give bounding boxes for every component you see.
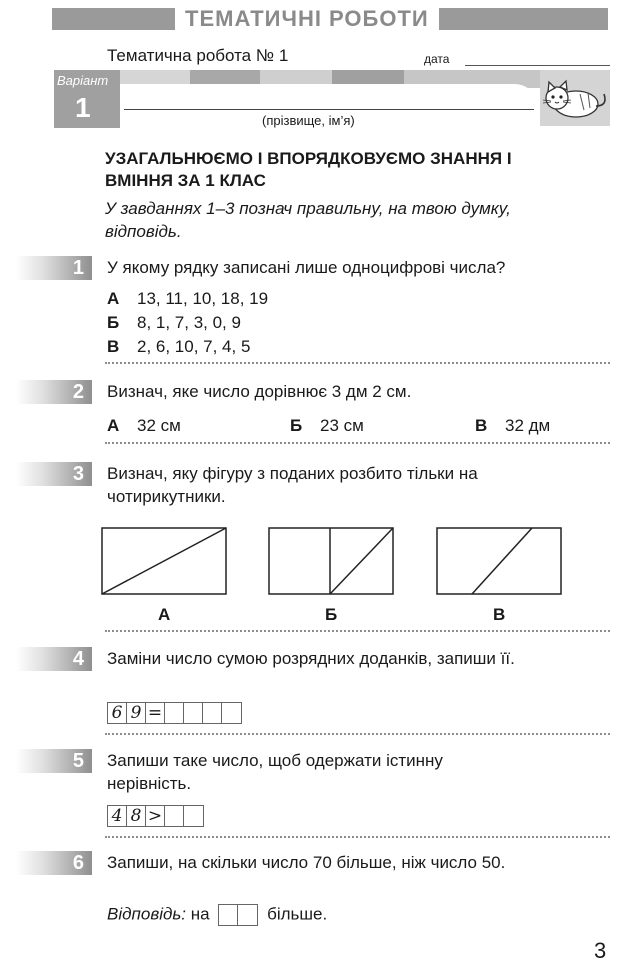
answer-box[interactable] — [218, 904, 258, 926]
variant-label: Варіант — [57, 73, 109, 88]
figure-label: А — [158, 605, 171, 624]
answer-option[interactable] — [107, 312, 241, 334]
task-number: 1 — [72, 257, 84, 279]
option-value: 2, 6, 10, 7, 4, 5 — [137, 337, 251, 356]
option-letter: Б — [107, 313, 120, 332]
answer-prefix: на — [190, 904, 210, 924]
option-value: 8, 1, 7, 3, 0, 9 — [137, 313, 241, 332]
option-value: 32 дм — [505, 416, 551, 435]
answer-option[interactable] — [475, 415, 550, 437]
task-number-tab — [16, 462, 92, 486]
task-question: У якому рядку записані лише одноцифрові числа? — [107, 258, 506, 277]
task-number: 2 — [72, 381, 84, 403]
task-question: Запиши, на скільки число 70 більше, ніж число 50. — [107, 853, 506, 872]
task-number: 6 — [72, 852, 84, 874]
page-header-title: ТЕМАТИЧНІ РОБОТИ — [175, 4, 439, 34]
answer-option[interactable] — [290, 415, 364, 437]
page-number: 3 — [594, 938, 607, 963]
task-number-tab — [16, 380, 92, 404]
task-number-tab — [16, 749, 92, 773]
option-value: 32 см — [137, 416, 181, 435]
grid-cell[interactable] — [165, 806, 184, 826]
variant-number: 1 — [75, 92, 91, 123]
grid-cell[interactable] — [203, 703, 222, 723]
figure-v[interactable] — [436, 527, 562, 595]
answer-grid[interactable] — [107, 702, 242, 724]
option-value: 13, 11, 10, 18, 19 — [137, 289, 269, 308]
task-question: Заміни число сумою розрядних доданків, запиши її. — [107, 649, 515, 668]
grid-cell: 9 — [127, 703, 146, 723]
answer-option[interactable] — [107, 415, 181, 437]
option-letter: А — [107, 289, 120, 308]
grid-cell[interactable] — [184, 806, 203, 826]
answer-line — [107, 904, 327, 926]
dotted-divider — [105, 630, 610, 632]
task-number-tab — [16, 256, 92, 280]
task-question: Запиши таке число, щоб одержати істинну нерівність. — [107, 751, 443, 793]
section-heading: УЗАГАЛЬНЮЄМО І ВПОРЯДКОВУЄМО ЗНАННЯ І ВМІННЯ ЗА 1 КЛАС — [105, 149, 512, 190]
grid-cell: > — [146, 806, 165, 826]
date-label: дата — [424, 52, 450, 66]
option-letter: Б — [290, 416, 303, 435]
dotted-divider — [105, 362, 610, 364]
option-letter: В — [107, 337, 120, 356]
figure-label: В — [493, 605, 506, 624]
task-number-tab — [16, 851, 92, 875]
answer-option[interactable] — [107, 288, 268, 310]
cat-icon — [540, 70, 610, 126]
answer-suffix: більше. — [267, 904, 328, 924]
grid-cell[interactable] — [165, 703, 184, 723]
option-value: 23 см — [320, 416, 364, 435]
answer-option[interactable] — [107, 336, 250, 358]
task-question: Визнач, яке число дорівнює 3 дм 2 см. — [107, 382, 412, 401]
task-number: 5 — [72, 750, 84, 772]
grid-cell: 8 — [127, 806, 146, 826]
figure-a[interactable] — [101, 527, 227, 595]
answer-label: Відповідь: — [107, 904, 187, 924]
date-field[interactable] — [465, 65, 610, 66]
name-field[interactable] — [124, 109, 534, 110]
name-caption: (прізвище, ім’я) — [262, 113, 355, 128]
work-title: Тематична робота № 1 — [107, 46, 289, 65]
dotted-divider — [105, 442, 610, 444]
task-question: Визнач, яку фігуру з поданих розбито тільки на чотирикутники. — [107, 464, 478, 506]
dotted-divider — [105, 733, 610, 735]
grid-cell: = — [146, 703, 165, 723]
option-letter: В — [475, 416, 488, 435]
grid-cell[interactable] — [184, 703, 203, 723]
task-number: 4 — [72, 648, 84, 670]
option-letter: А — [107, 416, 120, 435]
grid-cell: 4 — [108, 806, 127, 826]
answer-grid[interactable] — [107, 805, 204, 827]
grid-cell[interactable] — [222, 703, 241, 723]
grid-cell: 6 — [108, 703, 127, 723]
figure-b[interactable] — [268, 527, 394, 595]
cat-panel — [540, 70, 610, 126]
figure-label: Б — [325, 605, 338, 624]
task-number-tab — [16, 647, 92, 671]
dotted-divider — [105, 836, 610, 838]
task-number: 3 — [72, 463, 84, 485]
instruction-text: У завданнях 1–3 познач правильну, на твою думку, відповідь. — [105, 199, 511, 241]
